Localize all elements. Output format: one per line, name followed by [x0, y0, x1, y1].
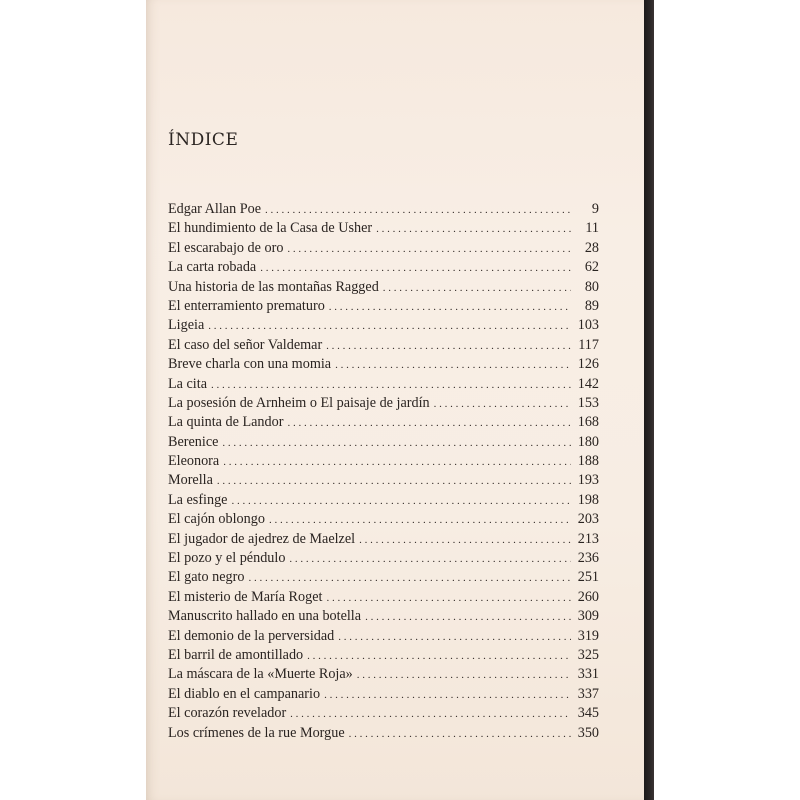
toc-entry: [168, 452, 599, 471]
toc-entry-page-number: 89: [584, 297, 599, 314]
dot-leader: [222, 434, 571, 453]
book-page: [146, 0, 644, 800]
toc-entry: [168, 355, 599, 374]
toc-entry-page-number: 213: [577, 530, 599, 547]
toc-entry-page-number: 203: [577, 511, 599, 528]
index-heading: ÍNDICE: [168, 130, 239, 150]
dot-leader: [329, 298, 571, 317]
toc-entry-page-number: 188: [577, 453, 599, 470]
toc-entry-title: La esfinge: [168, 491, 228, 508]
toc-entry-title: El diablo en el campanario: [168, 685, 321, 702]
toc-entry-title: El misterio de María Roget: [168, 588, 323, 605]
dot-leader: [287, 414, 571, 433]
toc-entry: [168, 646, 599, 665]
toc-entry-title: El demonio de la perversidad: [168, 627, 335, 644]
toc-entry-title: La cita: [168, 375, 207, 392]
toc-entry: [168, 510, 599, 529]
toc-entry-page-number: 337: [577, 685, 599, 702]
dot-leader: [290, 705, 571, 724]
toc-entry-title: La máscara de la «Muerte Roja»: [168, 666, 353, 683]
toc-entry-title: Manuscrito hallado en una botella: [168, 608, 362, 625]
toc-entry: [168, 316, 599, 335]
toc-entry-page-number: 319: [577, 627, 599, 644]
dot-leader: [248, 569, 571, 588]
toc-entry: [168, 375, 599, 394]
toc-entry: [168, 491, 599, 510]
dot-leader: [269, 511, 571, 530]
toc-entry-page-number: 251: [577, 569, 599, 586]
dot-leader: [265, 201, 571, 220]
dot-leader: [217, 472, 571, 491]
toc-entry: [168, 219, 599, 238]
dot-leader: [326, 589, 571, 608]
toc-entry: [168, 627, 599, 646]
dot-leader: [260, 259, 571, 278]
toc-entry-page-number: 153: [577, 394, 599, 411]
dot-leader: [383, 279, 571, 298]
toc-entry: [168, 336, 599, 355]
toc-entry-title: Berenice: [168, 433, 219, 450]
toc-entry-title: El cajón oblongo: [168, 511, 265, 528]
toc-entry: [168, 258, 599, 277]
toc-entry-page-number: 62: [584, 259, 599, 276]
toc-entry-page-number: 236: [577, 550, 599, 567]
toc-entry: [168, 607, 599, 626]
toc-entry-page-number: 28: [584, 239, 599, 256]
toc-entry: [168, 704, 599, 723]
toc-entry-title: El corazón revelador: [168, 705, 287, 722]
toc-entry: [168, 394, 599, 413]
toc-entry: [168, 549, 599, 568]
toc-entry-page-number: 168: [577, 414, 599, 431]
toc-entry-title: Eleonora: [168, 453, 220, 470]
toc-entry-page-number: 9: [591, 201, 599, 217]
toc-entry: [168, 278, 599, 297]
toc-entry-page-number: 350: [577, 724, 599, 741]
toc-entry-page-number: 142: [577, 375, 599, 392]
toc-entry-page-number: 309: [577, 608, 599, 625]
toc-entry: [168, 588, 599, 607]
toc-entry-title: El pozo y el péndulo: [168, 550, 286, 567]
dot-leader: [223, 453, 571, 472]
toc-entry-page-number: 331: [577, 666, 599, 683]
dot-leader: [359, 531, 571, 550]
dot-leader: [365, 608, 571, 627]
toc-entry-title: El hundimiento de la Casa de Usher: [168, 220, 373, 237]
toc-entry-title: El jugador de ajedrez de Maelzel: [168, 530, 356, 547]
toc-entry-page-number: 126: [577, 356, 599, 373]
toc-entry-page-number: 193: [577, 472, 599, 489]
toc-entry-title: El caso del señor Valdemar: [168, 336, 323, 353]
dot-leader: [338, 628, 571, 647]
toc-entry: [168, 200, 599, 219]
toc-entry-page-number: 11: [585, 220, 599, 237]
toc-entry-title: El gato negro: [168, 569, 245, 586]
dot-leader: [335, 356, 571, 375]
dot-leader: [376, 220, 571, 239]
toc-entry-title: Breve charla con una momia: [168, 356, 332, 373]
dot-leader: [349, 725, 571, 744]
toc-entry-title: Una historia de las montañas Ragged: [168, 278, 379, 295]
toc-entry-page-number: 117: [578, 336, 599, 353]
toc-entry: [168, 568, 599, 587]
toc-entry: [168, 297, 599, 316]
toc-entry-title: El escarabajo de oro: [168, 239, 284, 256]
toc-entry-page-number: 198: [577, 491, 599, 508]
toc-entry-page-number: 325: [577, 646, 599, 663]
toc-entry-page-number: 260: [577, 588, 599, 605]
dot-leader: [326, 337, 571, 356]
dot-leader: [287, 240, 571, 259]
dot-leader: [211, 376, 571, 395]
toc-entry: [168, 665, 599, 684]
toc-entry: [168, 685, 599, 704]
dot-leader: [434, 395, 571, 414]
toc-entry-page-number: 80: [584, 278, 599, 295]
toc-entry: [168, 471, 599, 490]
toc-entry: [168, 239, 599, 258]
toc-entry-page-number: 103: [577, 317, 599, 334]
toc-entry-title: Edgar Allan Poe: [168, 201, 261, 217]
toc-entry: [168, 530, 599, 549]
toc-entry-title: Ligeia: [168, 317, 205, 334]
dot-leader: [324, 686, 571, 705]
toc-entry-title: Morella: [168, 472, 213, 489]
toc-entry-page-number: 345: [577, 705, 599, 722]
book-edge-shadow: [644, 0, 654, 800]
toc-entry: [168, 433, 599, 452]
toc-entry-title: Los crímenes de la rue Morgue: [168, 724, 345, 741]
dot-leader: [208, 317, 571, 336]
table-of-contents: [168, 200, 599, 743]
toc-entry: [168, 724, 599, 743]
dot-leader: [231, 492, 571, 511]
dot-leader: [307, 647, 571, 666]
toc-entry-title: La posesión de Arnheim o El paisaje de jardín: [168, 394, 430, 411]
toc-entry-page-number: 180: [577, 433, 599, 450]
dot-leader: [357, 666, 571, 685]
toc-entry-title: La quinta de Landor: [168, 414, 284, 431]
toc-entry-title: El enterramiento prematuro: [168, 297, 325, 314]
toc-entry: [168, 413, 599, 432]
toc-entry-title: El barril de amontillado: [168, 646, 304, 663]
toc-entry-title: La carta robada: [168, 259, 257, 276]
dot-leader: [289, 550, 571, 569]
